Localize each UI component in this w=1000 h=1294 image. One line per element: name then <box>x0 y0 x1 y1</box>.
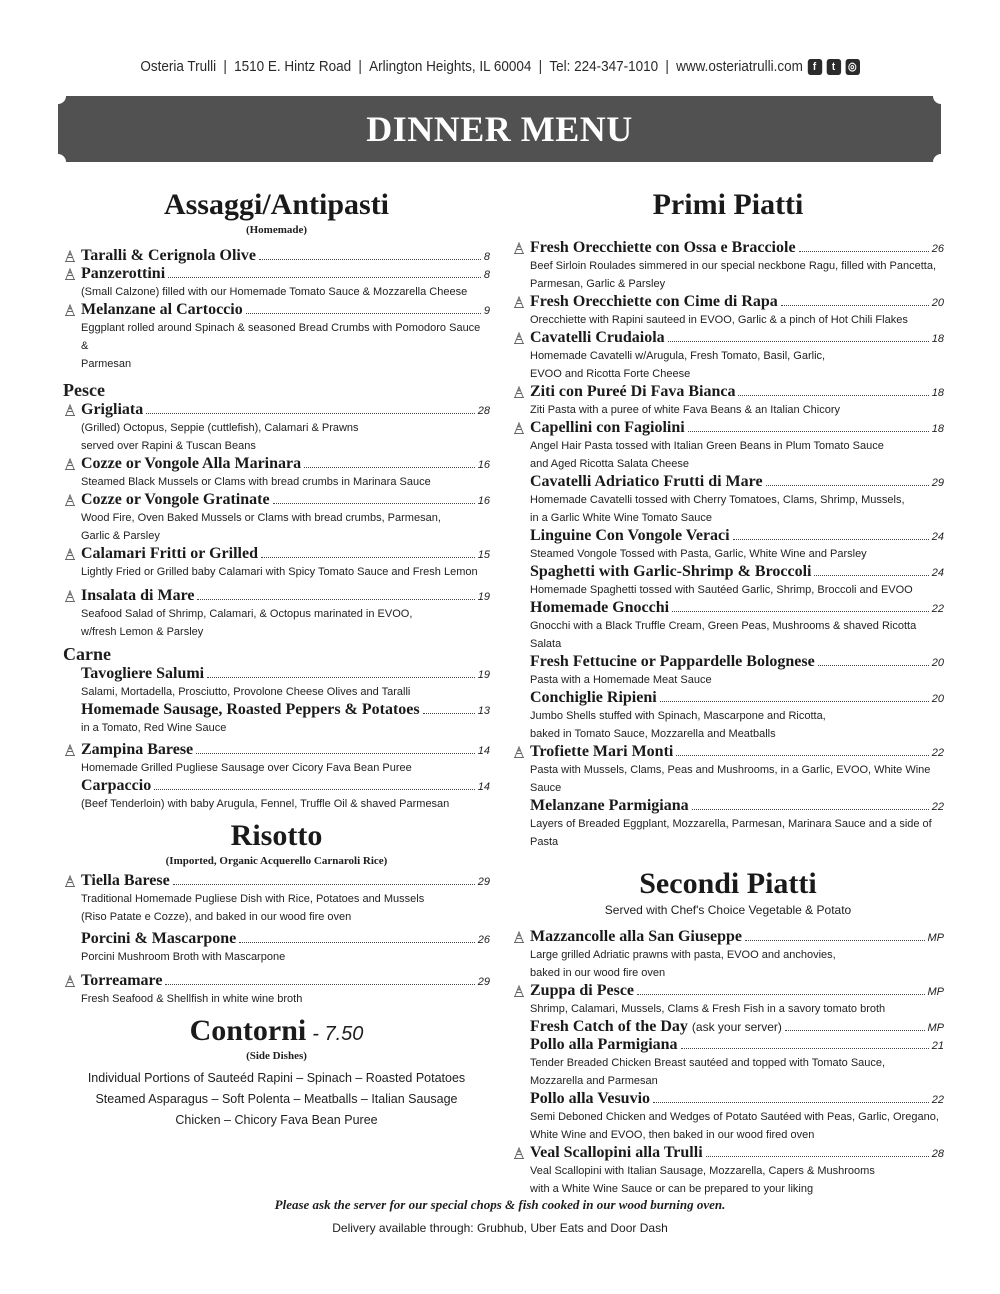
trulli-icon <box>63 547 77 561</box>
pesce-list <box>63 401 490 641</box>
menu-item-description: Mozzarella and Parmesan <box>530 1075 658 1087</box>
menu-item <box>512 743 944 797</box>
menu-item-description: Parmesan <box>81 358 132 370</box>
menu-item <box>63 665 490 701</box>
menu-item-name: Torreamare <box>81 972 163 989</box>
trulli-icon <box>512 421 526 435</box>
menu-item <box>512 1144 944 1198</box>
menu-item <box>512 1018 944 1036</box>
menu-item <box>63 777 490 813</box>
menu-item-row <box>530 383 944 401</box>
dot-leader <box>672 611 929 612</box>
menu-title: DINNER MENU <box>366 109 633 149</box>
dot-leader <box>781 305 929 306</box>
dot-leader <box>304 467 475 468</box>
menu-item-description: and Aged Ricotta Salata Cheese <box>530 458 690 470</box>
menu-item-name: Veal Scallopini alla Trulli <box>530 1144 703 1161</box>
menu-item-description: Large grilled Adriatic prawns with pasta, EVOO and anchovies, <box>530 949 836 961</box>
menu-item-name: Homemade Sausage, Roasted Peppers & Potatoes <box>81 701 420 718</box>
menu-item-description: Ziti Pasta with a puree of white Fava Beans & an Italian Chicory <box>530 404 840 416</box>
menu-item-description: baked in Tomato Sauce, Mozzarella and Meatballs <box>530 728 776 740</box>
menu-item-name: Zampina Barese <box>81 741 194 758</box>
menu-item <box>512 329 944 383</box>
menu-item <box>63 587 490 641</box>
dot-leader <box>668 341 929 342</box>
menu-item <box>512 563 944 599</box>
menu-item-price: 19 <box>477 591 490 603</box>
menu-item-price: 8 <box>483 269 490 281</box>
trulli-icon <box>512 241 526 255</box>
menu-item-description: EVOO and Ricotta Forte Cheese <box>530 368 691 380</box>
menu-item-row <box>81 247 490 265</box>
section-note-risotto: (Imported, Organic Acquerello Carnaroli Rice) <box>165 855 388 867</box>
menu-item-name: Cozze or Vongole Gratinate <box>81 491 270 508</box>
section-title-risotto: Risotto <box>230 819 323 852</box>
menu-item-price: 14 <box>477 781 490 793</box>
menu-item-row <box>81 455 490 473</box>
menu-item-price: 29 <box>931 477 944 489</box>
menu-item-price: 22 <box>931 603 944 615</box>
menu-item-price: 20 <box>931 297 944 309</box>
menu-item <box>512 689 944 743</box>
trulli-icon <box>512 295 526 309</box>
menu-item-price: 22 <box>931 1094 944 1106</box>
right-column <box>512 180 944 1198</box>
section-title-antipasti: Assaggi/Antipasti <box>163 188 390 221</box>
dot-leader <box>196 753 475 754</box>
menu-item-description: with a White Wine Sauce or can be prepared to your liking <box>530 1183 814 1195</box>
phone: Tel: 224-347-1010 <box>549 58 659 75</box>
menu-item-description: Angel Hair Pasta tossed with Italian Green Beans in Plum Tomato Sauce <box>530 440 884 452</box>
menu-item-row <box>81 301 490 319</box>
contorni-line: Individual Portions of Sauteéd Rapini – Spinach – Roasted Potatoes <box>87 1071 466 1085</box>
menu-item-price: 8 <box>483 251 490 263</box>
dot-leader <box>660 701 929 702</box>
menu-item-name: Panzerottini <box>81 265 166 282</box>
menu-item-price: 24 <box>931 531 944 543</box>
category-carne: Carne <box>63 644 111 664</box>
menu-item <box>63 545 490 581</box>
menu-item-price: 26 <box>477 934 490 946</box>
menu-item <box>63 455 490 491</box>
menu-item-price: 20 <box>931 693 944 705</box>
contorni-list <box>63 1068 490 1131</box>
dot-leader <box>165 984 474 985</box>
menu-item-price: 18 <box>931 333 944 345</box>
primi-list <box>512 239 944 851</box>
menu-item-name: Homemade Gnocchi <box>530 599 670 616</box>
contorni-line: Chicken – Chicory Fava Bean Puree <box>175 1113 378 1127</box>
contorni-heading <box>63 1012 490 1050</box>
menu-item-row <box>530 563 944 581</box>
menu-item-row <box>530 1090 944 1108</box>
menu-item-name: Porcini & Mascarpone <box>81 930 237 947</box>
menu-item-description: (Riso Patate e Cozze), and baked in our wood fire oven <box>81 911 352 923</box>
menu-item-name: Melanzane Parmigiana <box>530 797 689 814</box>
menu-item-description: Homemade Spaghetti tossed with Sautéed Garlic, Shrimp, Broccoli and EVOO <box>530 584 913 596</box>
menu-item-description: White Wine and EVOO, then baked in our wood fired oven <box>530 1129 815 1141</box>
dot-leader <box>653 1102 929 1103</box>
menu-item-price: 19 <box>477 669 490 681</box>
dot-leader <box>168 277 481 278</box>
menu-item-name: Carpaccio <box>81 777 152 794</box>
menu-item-row <box>81 587 490 605</box>
menu-item-description: (Grilled) Octopus, Seppie (cuttlefish), Calamari & Prawns <box>81 422 359 434</box>
menu-item-row <box>81 665 490 683</box>
trulli-icon <box>63 874 77 888</box>
menu-item-row <box>81 545 490 563</box>
trulli-icon <box>63 493 77 507</box>
menu-item-description: Pasta with Mussels, Clams, Peas and Mushrooms, in a Garlic, EVOO, White Wine Sauce <box>530 764 931 794</box>
trulli-icon <box>512 930 526 944</box>
trulli-icon <box>63 267 77 281</box>
menu-item-name: Grigliata <box>81 401 144 418</box>
dot-leader <box>676 755 928 756</box>
menu-item-description: Salami, Mortadella, Prosciutto, Provolone Cheese Olives and Taralli <box>81 686 411 698</box>
dot-leader <box>197 599 474 600</box>
menu-item-row <box>81 265 490 283</box>
menu-item-description: in a Garlic White Wine Tomato Sauce <box>530 512 712 524</box>
dot-leader <box>173 884 475 885</box>
menu-item-name: Capellini con Fagiolini <box>530 419 685 436</box>
menu-item-description: in a Tomato, Red Wine Sauce <box>81 722 227 734</box>
menu-item-price: 26 <box>931 243 944 255</box>
menu-item-row <box>530 1018 944 1036</box>
trulli-icon <box>512 331 526 345</box>
menu-item-price: MP <box>927 986 944 998</box>
menu-item-description: Gnocchi with a Black Truffle Cream, Green Peas, Mushrooms & shaved Ricotta Salata <box>530 620 917 650</box>
instagram-icon[interactable]: ◎ <box>845 59 859 75</box>
trulli-icon <box>512 385 526 399</box>
menu-item-row <box>530 239 944 257</box>
menu-item-description: Shrimp, Calamari, Mussels, Clams & Fresh Fish in a savory tomato broth <box>530 1003 886 1015</box>
trulli-icon <box>512 745 526 759</box>
city: Arlington Heights, IL 60004 <box>369 58 532 75</box>
website-link[interactable]: www.osteriatrulli.com <box>676 58 803 75</box>
menu-item <box>512 293 944 329</box>
menu-item-description: served over Rapini & Tuscan Beans <box>81 440 256 452</box>
menu-item-name: Tavogliere Salumi <box>81 665 205 682</box>
menu-item-price: 16 <box>477 459 490 471</box>
menu-item <box>512 1036 944 1090</box>
menu-item-row <box>530 527 944 545</box>
menu-item-name: Cavatelli Adriatico Frutti di Mare <box>530 473 763 490</box>
menu-item-description: Semi Deboned Chicken and Wedges of Potato Sautéed with Peas, Garlic, Oregano, <box>530 1111 939 1123</box>
menu-item-name: Fresh Catch of the Day <box>530 1018 688 1035</box>
menu-item-description: Parmesan, Garlic & Parsley <box>530 278 666 290</box>
menu-item <box>512 599 944 653</box>
dot-leader <box>799 251 929 252</box>
menu-item-name: Zuppa di Pesce <box>530 982 635 999</box>
menu-item-row <box>530 1036 944 1054</box>
dot-leader <box>273 503 475 504</box>
menu-item-name: Calamari Fritti or Grilled <box>81 545 258 562</box>
menu-item <box>63 972 490 1008</box>
menu-item-row <box>81 741 490 759</box>
special-note: Please ask the server for our special chops & fish cooked in our wood burning oven. <box>274 1197 726 1212</box>
menu-item <box>63 741 490 777</box>
dot-leader <box>766 485 929 486</box>
menu-item <box>63 401 490 455</box>
dot-leader <box>785 1030 925 1031</box>
menu-item <box>512 239 944 293</box>
menu-item-description: Orecchiette with Rapini sauteed in EVOO, Garlic & a pinch of Hot Chili Flakes <box>530 314 908 326</box>
menu-item-name: Taralli & Cerignola Olive <box>81 247 256 264</box>
menu-item-price: 28 <box>477 405 490 417</box>
menu-item <box>63 265 490 301</box>
menu-item <box>63 872 490 926</box>
menu-item <box>512 473 944 527</box>
menu-item-name: Ziti con Pureé Di Fava Bianca <box>530 383 736 400</box>
menu-item-row <box>530 293 944 311</box>
left-column <box>63 180 490 1131</box>
menu-item-price: 29 <box>477 976 490 988</box>
menu-item-price: 24 <box>931 567 944 579</box>
menu-item-description: (Small Calzone) filled with our Homemade Tomato Sauce & Mozzarella Cheese <box>81 286 468 298</box>
menu-item-row <box>81 972 490 990</box>
menu-item-name: Fresh Fettucine or Pappardelle Bolognese <box>530 653 815 670</box>
menu-item-name: Linguine Con Vongole Veraci <box>530 527 730 544</box>
menu-item-description: Seafood Salad of Shrimp, Calamari, & Octopus marinated in EVOO, <box>81 608 413 620</box>
twitter-icon[interactable]: t <box>826 59 840 75</box>
menu-item <box>512 383 944 419</box>
dot-leader <box>733 539 929 540</box>
menu-item-description: Beef Sirloin Roulades simmered in our special neckbone Ragu, filled with Pancetta, <box>530 260 936 272</box>
menu-item-description: Lightly Fried or Grilled baby Calamari with Spicy Tomato Sauce and Fresh Lemon <box>81 566 478 578</box>
menu-item <box>63 491 490 545</box>
trulli-icon <box>63 743 77 757</box>
menu-item-name: Fresh Orecchiette con Ossa e Bracciole <box>530 239 796 256</box>
menu-item <box>512 928 944 982</box>
trulli-icon <box>512 1146 526 1160</box>
trulli-icon <box>63 457 77 471</box>
menu-item <box>512 982 944 1018</box>
menu-item-name: Cozze or Vongole Alla Marinara <box>81 455 302 472</box>
menu-item <box>512 797 944 851</box>
menu-item-row <box>81 872 490 890</box>
menu-item <box>512 653 944 689</box>
facebook-icon[interactable]: f <box>807 59 821 75</box>
trulli-icon <box>63 589 77 603</box>
menu-item <box>512 419 944 473</box>
menu-item-description: (Beef Tenderloin) with baby Arugula, Fennel, Truffle Oil & shaved Parmesan <box>81 798 450 810</box>
menu-item-name: Pollo alla Parmigiana <box>530 1036 678 1053</box>
dot-leader <box>681 1048 929 1049</box>
contorni-line: Steamed Asparagus – Soft Polenta – Meatballs – Italian Sausage <box>95 1092 458 1106</box>
menu-item-price: 15 <box>477 549 490 561</box>
section-title-secondi: Secondi Piatti <box>639 867 817 900</box>
dot-leader <box>146 413 475 414</box>
dot-leader <box>207 677 475 678</box>
menu-item-row <box>530 797 944 815</box>
trulli-icon <box>63 403 77 417</box>
menu-item-description: Porcini Mushroom Broth with Mascarpone <box>81 951 286 963</box>
menu-item-name: Mazzancolle alla San Giuseppe <box>530 928 742 945</box>
carne-list <box>63 665 490 813</box>
trulli-icon <box>63 974 77 988</box>
secondi-list <box>512 928 944 1198</box>
menu-item-name: Trofiette Mari Monti <box>530 743 674 760</box>
menu-item-name: Spaghetti with Garlic-Shrimp & Broccoli <box>530 563 812 580</box>
menu-item-row <box>530 928 944 946</box>
menu-item-name: Fresh Orecchiette con Cime di Rapa <box>530 293 778 310</box>
menu-item <box>512 1090 944 1144</box>
menu-item <box>63 701 490 737</box>
menu-item-description: baked in our wood fire oven <box>530 967 666 979</box>
menu-item-description: Pasta with a Homemade Meat Sauce <box>530 674 712 686</box>
menu-item-description: Veal Scallopini with Italian Sausage, Mozzarella, Capers & Mushrooms <box>530 1165 875 1177</box>
address: 1510 E. Hintz Road <box>234 58 352 75</box>
menu-banner <box>58 96 941 162</box>
menu-item-name: Pollo alla Vesuvio <box>530 1090 651 1107</box>
section-note-secondi: Served with Chef's Choice Vegetable & Potato <box>604 903 852 917</box>
menu-item-description: w/fresh Lemon & Parsley <box>81 626 204 638</box>
menu-item-description: Garlic & Parsley <box>81 530 160 542</box>
menu-item-row <box>530 982 944 1000</box>
menu-item-price: 21 <box>931 1040 944 1052</box>
menu-item-row <box>81 701 490 719</box>
dot-leader <box>688 431 929 432</box>
menu-item-price: 20 <box>931 657 944 669</box>
dot-leader <box>246 313 481 314</box>
dot-leader <box>818 665 929 666</box>
menu-item-note: (ask your server) <box>691 1020 782 1034</box>
menu-item-name: Conchiglie Ripieni <box>530 689 657 706</box>
menu-item-description: Fresh Seafood & Shellfish in white wine broth <box>81 993 303 1005</box>
dot-leader <box>692 809 929 810</box>
menu-item-price: 29 <box>477 876 490 888</box>
menu-item-description: Homemade Cavatelli tossed with Cherry Tomatoes, Clams, Shrimp, Mussels, <box>530 494 905 506</box>
menu-item-row <box>530 419 944 437</box>
menu-item <box>63 930 490 966</box>
menu-item-description: Layers of Breaded Eggplant, Mozzarella, Parmesan, Marinara Sauce and a side of Pasta <box>530 818 932 848</box>
menu-item-row <box>530 743 944 761</box>
delivery-note: Delivery available through: Grubhub, Uber Eats and Door Dash <box>332 1221 668 1235</box>
menu-item-description: Homemade Cavatelli w/Arugula, Fresh Tomato, Basil, Garlic, <box>530 350 826 362</box>
menu-item-name: Insalata di Mare <box>81 587 195 604</box>
menu-item <box>63 301 490 373</box>
menu-item-price: 14 <box>477 745 490 757</box>
dot-leader <box>814 575 928 576</box>
menu-item-description: Steamed Vongole Tossed with Pasta, Garlic, White Wine and Parsley <box>530 548 867 560</box>
menu-item-row <box>530 653 944 671</box>
menu-item-price: MP <box>927 932 944 944</box>
trulli-icon <box>63 303 77 317</box>
menu-item-description: Tender Breaded Chicken Breast sautéed and topped with Tomato Sauce, <box>530 1057 886 1069</box>
dot-leader <box>259 259 481 260</box>
trulli-icon <box>63 249 77 263</box>
restaurant-name: Osteria Trulli <box>140 58 217 75</box>
menu-item-price: 13 <box>477 705 490 717</box>
section-note-antipasti: (Homemade) <box>245 224 308 236</box>
menu-item-row <box>530 689 944 707</box>
menu-item-name: Melanzane al Cartoccio <box>81 301 243 318</box>
menu-item-price: 28 <box>931 1148 944 1160</box>
menu-item-price: 22 <box>931 801 944 813</box>
dot-leader <box>745 940 925 941</box>
antipasti-list <box>63 247 490 373</box>
menu-item-row <box>81 491 490 509</box>
dot-leader <box>261 557 475 558</box>
menu-item-description: Traditional Homemade Pugliese Dish with Rice, Potatoes and Mussels <box>81 893 425 905</box>
menu-item-price: 18 <box>931 423 944 435</box>
dot-leader <box>637 994 924 995</box>
trulli-icon <box>512 984 526 998</box>
menu-item <box>512 527 944 563</box>
dot-leader <box>239 942 475 943</box>
menu-item-name: Tiella Barese <box>81 872 170 889</box>
dot-leader <box>423 713 475 714</box>
risotto-list <box>63 872 490 1008</box>
dot-leader <box>706 1156 929 1157</box>
menu-item-price: 9 <box>483 305 490 317</box>
menu-item-price: MP <box>927 1022 944 1034</box>
menu-item-row <box>530 599 944 617</box>
menu-item <box>63 247 490 265</box>
menu-item-name: Cavatelli Crudaiola <box>530 329 665 346</box>
contact-bar: Osteria Trulli | 1510 E. Hintz Road | Arlington Heights, IL 60004 | Tel: 224-347-1010 | www.osteriatrulli.com f t ◎ <box>50 58 950 75</box>
menu-item-description: Eggplant rolled around Spinach & seasoned Bread Crumbs with Pomodoro Sauce & <box>81 322 481 352</box>
menu-item-row <box>81 777 490 795</box>
menu-item-price: 18 <box>931 387 944 399</box>
menu-item-row <box>530 473 944 491</box>
menu-item-row <box>530 1144 944 1162</box>
menu-item-price: 16 <box>477 495 490 507</box>
menu-item-description: Wood Fire, Oven Baked Mussels or Clams with bread crumbs, Parmesan, <box>81 512 441 524</box>
category-pesce: Pesce <box>63 380 105 400</box>
section-title-primi: Primi Piatti <box>652 188 804 221</box>
menu-item-description: Homemade Grilled Pugliese Sausage over Cicory Fava Bean Puree <box>81 762 412 774</box>
dot-leader <box>154 789 475 790</box>
menu-item-description: Steamed Black Mussels or Clams with bread crumbs in Marinara Sauce <box>81 476 431 488</box>
menu-item-row <box>530 329 944 347</box>
menu-item-price: 22 <box>931 747 944 759</box>
menu-item-row <box>81 930 490 948</box>
menu-item-description: Jumbo Shells stuffed with Spinach, Mascarpone and Ricotta, <box>530 710 826 722</box>
menu-item-row <box>81 401 490 419</box>
contorni-price: - 7.50 <box>312 1023 364 1045</box>
section-note-contorni: (Side Dishes) <box>246 1050 307 1062</box>
section-title-contorni: Contorni <box>189 1014 307 1047</box>
dot-leader <box>738 395 928 396</box>
